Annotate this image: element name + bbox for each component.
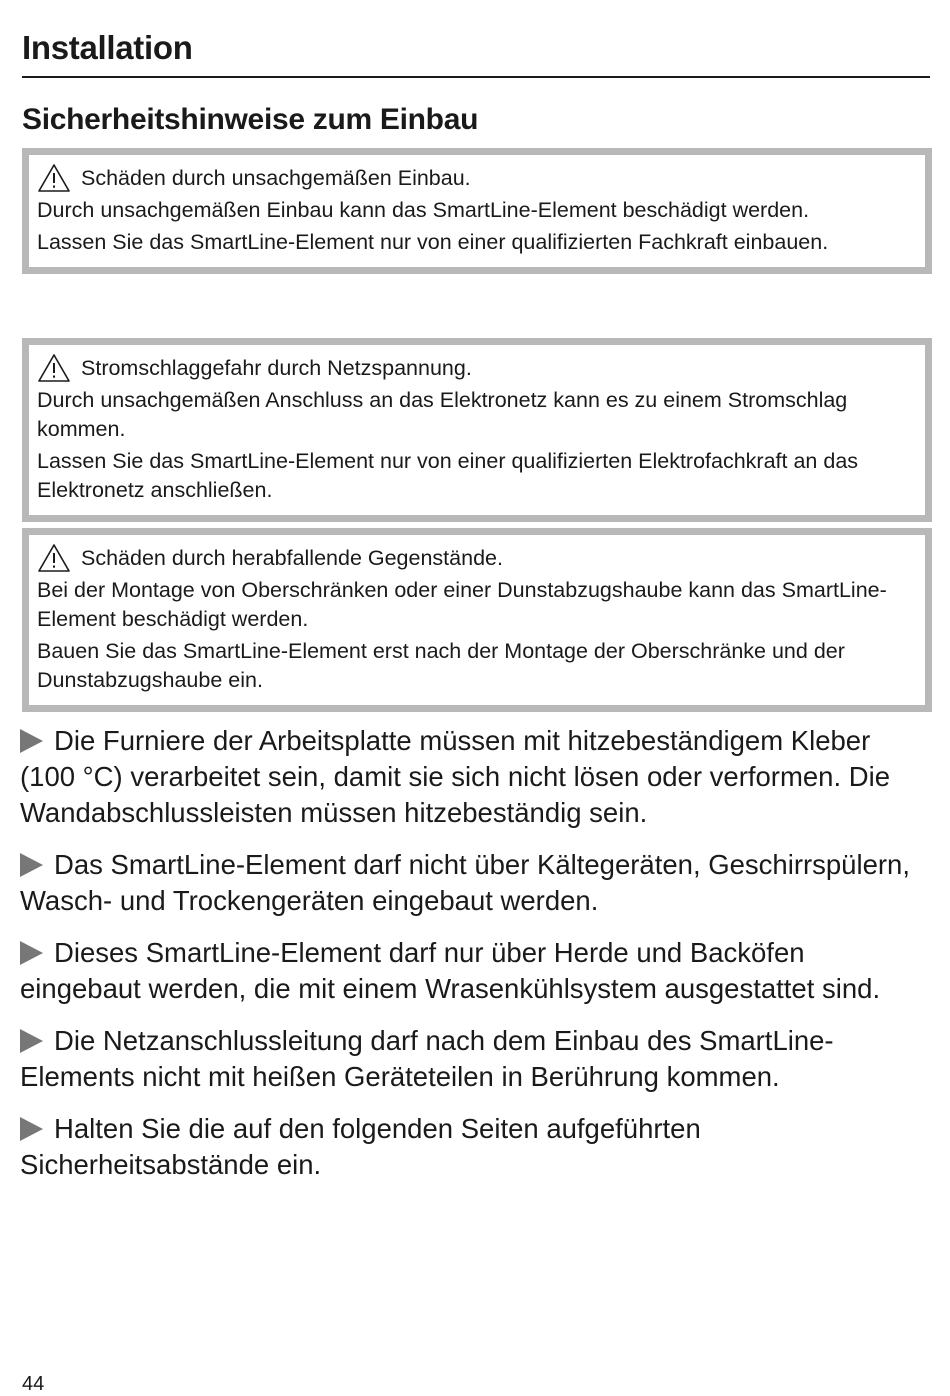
- warning-content: [29, 345, 925, 515]
- page-header: [22, 28, 930, 68]
- list-item: [20, 935, 932, 1007]
- list-item-text: Halten Sie die auf den folgenden Seiten aufgeführten Sicherheitsabstände ein.: [20, 1113, 701, 1180]
- bullet-arrow-icon: [20, 1029, 43, 1053]
- warning-box-installation: [22, 148, 932, 274]
- header-divider: [22, 76, 930, 78]
- list-item-text: Die Furniere der Arbeitsplatte müssen mit hitzebeständigem Kleber (100 °C) verarbeitet sein, damit sie sich nicht lösen oder verformen. Die Wandabschlussleisten müssen hitzebeständig sein.: [20, 725, 890, 828]
- warning-heading: [37, 353, 915, 383]
- list-item-text: Das SmartLine-Element darf nicht über Kältegeräten, Geschirrspülern, Wasch- und Trockengeräten eingebaut werden.: [20, 849, 910, 916]
- bullet-arrow-icon: [20, 729, 43, 753]
- page-title: Installation: [22, 29, 193, 66]
- list-item-text: Dieses SmartLine-Element darf nur über Herde und Backöfen eingebaut werden, die mit einem Wrasenkühlsystem ausgestattet sind.: [20, 937, 881, 1004]
- list-item: [20, 723, 932, 831]
- list-item: [20, 1111, 932, 1183]
- bullet-arrow-icon: [20, 1117, 43, 1141]
- warning-content: [29, 535, 925, 705]
- warning-content: [29, 155, 925, 267]
- warning-heading-text: Schäden durch herabfallende Gegenstände.: [81, 545, 503, 570]
- warning-triangle-icon: [37, 163, 71, 193]
- instruction-list: [20, 723, 932, 1199]
- list-item: [20, 1023, 932, 1095]
- bullet-arrow-icon: [20, 853, 43, 877]
- warning-heading: [37, 163, 915, 193]
- warning-heading: [37, 543, 915, 573]
- warning-body: Bei der Montage von Oberschränken oder einer Dunstabzugshaube kann das SmartLine-Element beschädigt werden.: [37, 578, 887, 631]
- warning-box-falling-objects: [22, 528, 932, 712]
- warning-body: Durch unsachgemäßen Anschluss an das Elektronetz kann es zu einem Stromschlag kommen.: [37, 388, 848, 441]
- page-number: 44: [22, 1373, 45, 1395]
- warning-heading-text: Stromschlaggefahr durch Netzspannung.: [81, 355, 472, 380]
- warning-box-electric-shock: [22, 338, 932, 522]
- list-item-text: Die Netzanschlussleitung darf nach dem Einbau des SmartLine-Elements nicht mit heißen Geräteteilen in Berührung kommen.: [20, 1025, 834, 1092]
- section-title: Sicherheitshinweise zum Einbau: [22, 103, 479, 136]
- warning-heading-text: Schäden durch unsachgemäßen Einbau.: [81, 165, 471, 190]
- warning-body: Durch unsachgemäßen Einbau kann das SmartLine-Element beschädigt werden.: [37, 198, 810, 222]
- warning-instruction: Lassen Sie das SmartLine-Element nur von einer qualifizierten Fachkraft einbauen.: [37, 230, 829, 254]
- warning-triangle-icon: [37, 543, 71, 573]
- warning-triangle-icon: [37, 353, 71, 383]
- warning-instruction: Lassen Sie das SmartLine-Element nur von einer qualifizierten Elektrofachkraft an das Elektronetz anschließen.: [37, 449, 859, 502]
- warning-instruction: Bauen Sie das SmartLine-Element erst nach der Montage der Oberschränke und der Dunstabzugshaube ein.: [37, 639, 845, 692]
- bullet-arrow-icon: [20, 941, 43, 965]
- list-item: [20, 847, 932, 919]
